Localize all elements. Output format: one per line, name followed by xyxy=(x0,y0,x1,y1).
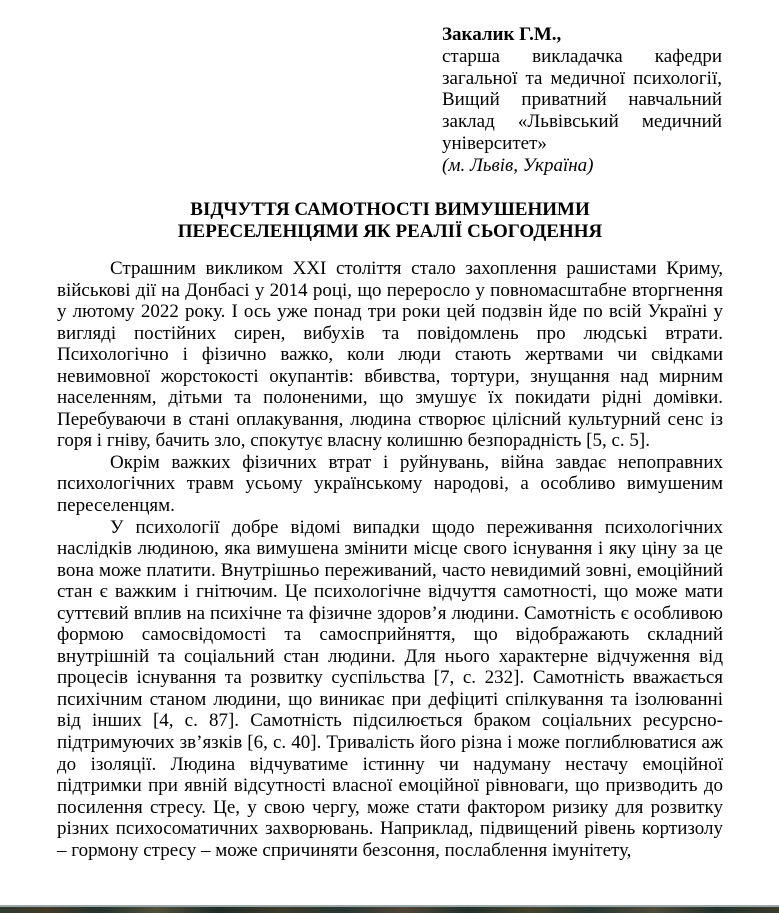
article-body xyxy=(57,258,723,861)
paragraph-3: У психології добре відомі випадки щодо переживання психологічних наслідків людиною, яка вимушена змінити місце свого існування і яку ціну за це вона може платити. Внутрішньо переживаний, часто невидимий зовні, емоційний стан є важким і гнітючим. Це психологічне відчуття самотності, що може мати суттєвий вплив на психічне та фізичне здоров’я людини. Самотність є особливою формою самосвідомості та самосприйняття, що відображають складний внутрішній та соціальний стан людини. Для нього характерне відчуження від процесів існування та розвитку суспільства [7, с. 232]. Самотність вважається психічним станом людини, що виникає при дефіциті спілкування та ізолюванні від інших [4, с. 87]. Самотність підсилюється браком соціальних ресурсно-підтримуючих зв’язків [6, с. 40]. Тривалість його різна і може поглиблюватися аж до ізоляції. Людина відчуватиме істинну чи надуману нестачу емоційної підтримки при явній відсутності власної емоційної рівноваги, що призводить до посилення стресу. Це, у свою чергу, може стати фактором ризику для розвитку різних психосоматичних захворювань. Наприклад, підвищений рівень кортизолу – гормону стресу – може спричиняти безсоння, послаблення імунітету, xyxy=(57,516,723,861)
paragraph-1: Страшним викликом ХХІ століття стало захоплення рашистами Криму, військові дії на Донбасі у 2014 році, що переросло у повномасштабне вторгнення у лютому 2022 року. І ось уже понад три роки цей подзвін йде по всій Україні у вигляді постійних сирен, вибухів та повідомлень про людські втрати. Психологічно і фізично важко, коли люди стають жертвами чи свідками невимовної жорстокості окупантів: вбивства, тортури, знущання над мирним населенням, дітьми та полоненими, що змушує їх покидати рідні домівки. Перебуваючи в стані оплакування, людина створює цілісний культурний сенс із горя і гніву, бачить зло, спокутує власну колишню безпорадність [5, с. 5]. xyxy=(57,258,723,452)
author-affiliation-line: заклад «Львівський медичний xyxy=(442,111,722,133)
author-name: Закалик Г.М., xyxy=(442,24,562,45)
article-title-line-1: ВІДЧУТТЯ САМОТНОСТІ ВИМУШЕНИМИ xyxy=(190,199,590,220)
background-photo-strip xyxy=(0,905,779,913)
article-title-line-2: ПЕРЕСЕЛЕНЦЯМИ ЯК РЕАЛІЇ СЬОГОДЕННЯ xyxy=(177,220,603,242)
author-affiliation-line: університет» xyxy=(442,132,547,154)
paragraph-2: Окрім важких фізичних втрат і руйнувань, війна завдає непоправних психологічних травм усьому українському народові, а особливо вимушеним переселенцям. xyxy=(57,451,723,517)
author-affiliation-line: Вищий приватний навчальний xyxy=(442,89,722,111)
article-title xyxy=(57,199,723,243)
author-affiliation-line: старша викладачка кафедри xyxy=(442,45,722,67)
author-affiliation-line: загальної та медичної психології, xyxy=(442,67,722,89)
author-location: (м. Львів, Україна) xyxy=(442,154,594,176)
author-block xyxy=(442,24,722,177)
